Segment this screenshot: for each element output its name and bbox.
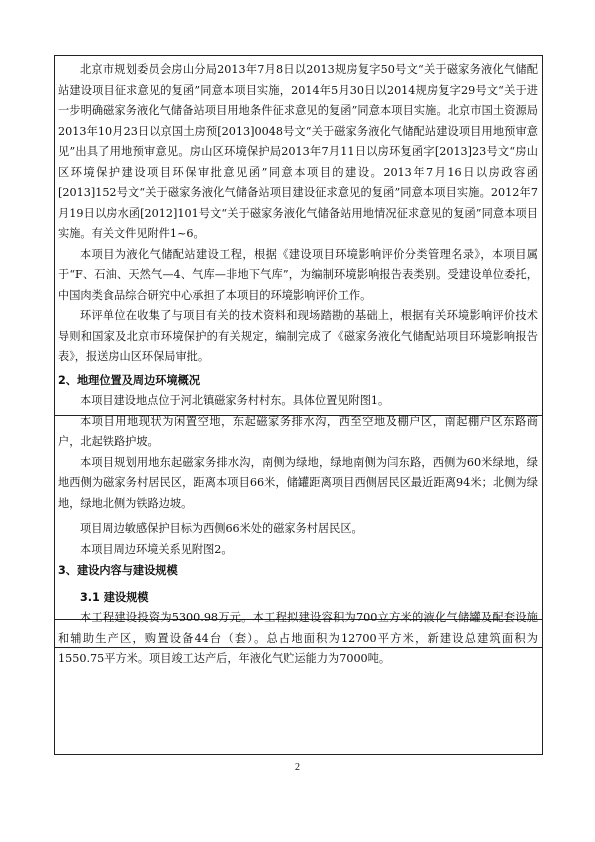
approvals-paragraph: 北京市规划委员会房山分局2013年7月8日以2013规房复字50号文“关于磁家务液化气储配站建设项目征求意见的复函”同意本项目实施，2014年5月30日以2014规房复字29号文“关于进一步明确磁家务液化气储备站项目用地条件征求意见的复函”同意本项目实施。北京市国土资源局2013年10月23日以京国土房预[2013]0048号文“关于磁家务液化气储配站建设项目用地预审意见”出具了用地预审意见。房山区环境保护局2013年7月11日以房环复函字[2013]23号文“房山区环境保护建设项目环保审批意见函”同意本项目的建设。2013年7月16日以房政容函[2013]152号文“关于磁家务液化气储备站项目建设征求意见的复函”同意本项目实施。2012年7月19日以房水函[2012]101号文“关于磁家务液化气储备站用地情况征求意见的复函”同意本项目实施。有关文件见附件1~6。 — [58, 63, 538, 240]
document-body — [58, 60, 538, 670]
location-paragraph: 本项目建设地点位于河北镇磁家务村村东。具体位置见附图1。 — [80, 394, 390, 407]
env-relation-paragraph: 本项目周边环境关系见附图2。 — [80, 542, 233, 556]
page-number: 2 — [295, 762, 300, 773]
planning-paragraph: 本项目规划用地东起磁家务排水沟，南侧为绿地，绿地南侧为闫东路，西侧为60米绿地，绿地西侧为磁家务村居民区，距离本项目66米，储罐距离项目西侧居民区最近距离94米；北侧为绿地，绿地北侧为铁路边坡。 — [58, 455, 538, 510]
classification-paragraph: 本项目为液化气储配站建设工程，根据《建设项目环境影响评价分类管理名录》，本项目属于“F、石油、天然气—4、气库—非地下气库”，为编制环境影响报告表类别。受建设单位委托，中国肉类食品综合研究中心承担了本项目的环境影响评价工作。 — [58, 247, 538, 302]
scale-paragraph: 本工程建设投资为5300.98万元。本工程拟建设容积为700立方米的液化气储罐及配套设施和辅助生产区，购置设备44台（套）。总占地面积为12700平方米，新建设总建筑面积为1550.75平方米。项目竣工达产后，年液化气贮运能力为7000吨。 — [58, 611, 538, 665]
sensitive-target-paragraph: 项目周边敏感保护目标为西侧66米处的磁家务村居民区。 — [80, 522, 363, 535]
current-status-paragraph: 本项目用地现状为闲置空地，东起磁家务排水沟，西至空地及棚户区，南起棚户区东路商户，北起铁路护坡。 — [58, 414, 538, 448]
document-frame — [54, 55, 543, 755]
section-3-1-heading: 3.1 建设规模 — [80, 590, 149, 604]
section-3-heading: 3、建设内容与建设规模 — [58, 564, 178, 577]
section-2-heading: 2、地理位置及周边环境概况 — [58, 373, 201, 387]
evaluation-paragraph: 环评单位在收集了与项目有关的技术资料和现场踏勘的基础上，根据有关环境影响评价技术导则和国家及北京市环境保护的有关规定，编制完成了《磁家务液化气储配站项目环境影响报告表》，报送房山区环保局审批。 — [58, 309, 538, 363]
